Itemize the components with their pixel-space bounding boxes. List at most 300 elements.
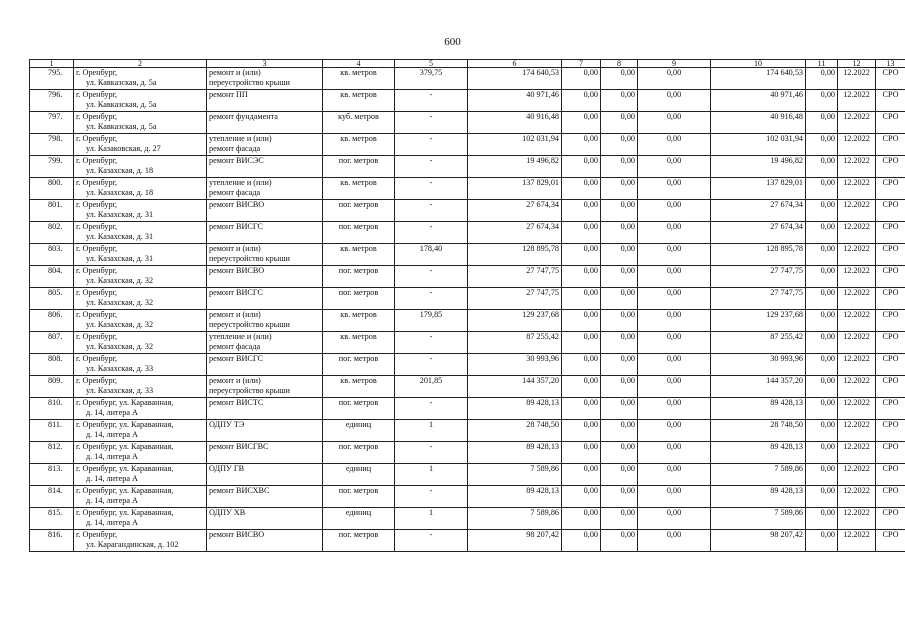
address-line-2: ул. Казахская, д. 32 (86, 276, 154, 285)
address-cell (74, 90, 207, 112)
row-number: 811. (30, 420, 74, 442)
date-cell: 12.2022 (838, 310, 876, 332)
value-cell: 0,00 (806, 530, 838, 552)
value-cell: 0,00 (638, 112, 711, 134)
value-cell: 0,00 (601, 200, 638, 222)
date-cell: 12.2022 (838, 222, 876, 244)
value-cell: 0,00 (601, 222, 638, 244)
work-type-line-2: переустройство крыши (209, 386, 290, 395)
address-line-2: ул. Казахская, д. 33 (86, 386, 154, 395)
value-cell: 0,00 (806, 508, 838, 530)
total-cell: 27 747,75 (711, 288, 806, 310)
value-cell: 0,00 (562, 376, 601, 398)
address-cell (74, 486, 207, 508)
work-type-line-1: ремонт и (или) (209, 376, 261, 385)
quantity-cell: - (395, 332, 468, 354)
address-cell (74, 530, 207, 552)
quantity-cell: - (395, 134, 468, 156)
work-type-cell (207, 530, 323, 552)
cost-cell: 128 895,78 (468, 244, 562, 266)
work-type-line-1: ремонт и (или) (209, 310, 261, 319)
address-line-1: г. Оренбург, (76, 156, 118, 165)
source-cell: СРО (876, 354, 905, 376)
work-type-cell (207, 90, 323, 112)
source-cell: СРО (876, 288, 905, 310)
quantity-cell: 379,75 (395, 68, 468, 90)
value-cell: 0,00 (806, 442, 838, 464)
total-cell: 89 428,13 (711, 486, 806, 508)
total-cell: 19 496,82 (711, 156, 806, 178)
unit-cell: пог. метров (323, 156, 395, 178)
date-cell: 12.2022 (838, 420, 876, 442)
work-type-line-1: ремонт и (или) (209, 244, 261, 253)
unit-cell: пог. метров (323, 354, 395, 376)
address-cell (74, 200, 207, 222)
cost-cell: 137 829,01 (468, 178, 562, 200)
row-number: 815. (30, 508, 74, 530)
value-cell: 0,00 (806, 354, 838, 376)
work-type-cell (207, 486, 323, 508)
address-line-2: ул. Казаковская, д. 27 (86, 144, 161, 153)
work-type-line-2: переустройство крыши (209, 78, 290, 87)
address-line-1: г. Оренбург, (76, 112, 118, 121)
date-cell: 12.2022 (838, 112, 876, 134)
value-cell: 0,00 (638, 420, 711, 442)
column-number: 9 (638, 60, 711, 68)
work-type-cell (207, 68, 323, 90)
work-type-cell (207, 244, 323, 266)
value-cell: 0,00 (806, 178, 838, 200)
source-cell: СРО (876, 332, 905, 354)
unit-cell: кв. метров (323, 178, 395, 200)
row-number: 803. (30, 244, 74, 266)
cost-cell: 89 428,13 (468, 442, 562, 464)
address-cell (74, 68, 207, 90)
work-type-cell (207, 464, 323, 486)
address-line-2: д. 14, литера А (86, 496, 138, 505)
quantity-cell: - (395, 398, 468, 420)
address-line-1: г. Оренбург, (76, 310, 118, 319)
work-type-line-1: ОДПУ ТЭ (209, 420, 245, 429)
row-number: 812. (30, 442, 74, 464)
value-cell: 0,00 (601, 68, 638, 90)
address-line-2: д. 14, литера А (86, 474, 138, 483)
value-cell: 0,00 (562, 332, 601, 354)
date-cell: 12.2022 (838, 508, 876, 530)
cost-cell: 7 589,86 (468, 464, 562, 486)
cost-cell: 19 496,82 (468, 156, 562, 178)
cost-cell: 27 747,75 (468, 288, 562, 310)
total-cell: 174 640,53 (711, 68, 806, 90)
table-row (30, 90, 905, 112)
column-number: 8 (601, 60, 638, 68)
total-cell: 7 589,86 (711, 508, 806, 530)
value-cell: 0,00 (601, 354, 638, 376)
table-row (30, 530, 905, 552)
value-cell: 0,00 (562, 420, 601, 442)
quantity-cell: - (395, 156, 468, 178)
address-line-1: г. Оренбург, ул. Караванная, (76, 464, 174, 473)
quantity-cell: - (395, 354, 468, 376)
address-line-2: д. 14, литера А (86, 518, 138, 527)
quantity-cell: - (395, 486, 468, 508)
work-type-cell (207, 134, 323, 156)
quantity-cell: - (395, 442, 468, 464)
column-number: 3 (207, 60, 323, 68)
address-line-1: г. Оренбург, ул. Караванная, (76, 420, 174, 429)
quantity-cell: - (395, 90, 468, 112)
row-number: 816. (30, 530, 74, 552)
source-cell: СРО (876, 310, 905, 332)
row-number: 808. (30, 354, 74, 376)
column-number: 6 (468, 60, 562, 68)
value-cell: 0,00 (638, 376, 711, 398)
source-cell: СРО (876, 266, 905, 288)
value-cell: 0,00 (562, 442, 601, 464)
total-cell: 28 748,50 (711, 420, 806, 442)
total-cell: 30 993,96 (711, 354, 806, 376)
unit-cell: пог. метров (323, 530, 395, 552)
total-cell: 128 895,78 (711, 244, 806, 266)
total-cell: 27 747,75 (711, 266, 806, 288)
address-cell (74, 398, 207, 420)
source-cell: СРО (876, 442, 905, 464)
quantity-cell: - (395, 530, 468, 552)
table-row (30, 288, 905, 310)
date-cell: 12.2022 (838, 332, 876, 354)
value-cell: 0,00 (562, 354, 601, 376)
value-cell: 0,00 (638, 68, 711, 90)
value-cell: 0,00 (638, 354, 711, 376)
total-cell: 129 237,68 (711, 310, 806, 332)
address-cell (74, 332, 207, 354)
column-number: 13 (876, 60, 905, 68)
value-cell: 0,00 (601, 112, 638, 134)
address-cell (74, 178, 207, 200)
quantity-cell: - (395, 222, 468, 244)
value-cell: 0,00 (601, 442, 638, 464)
address-line-2: ул. Казахская, д. 32 (86, 320, 154, 329)
total-cell: 89 428,13 (711, 398, 806, 420)
address-line-1: г. Оренбург, (76, 266, 118, 275)
address-line-2: ул. Кавказская, д. 5а (86, 122, 157, 131)
quantity-cell: - (395, 266, 468, 288)
date-cell: 12.2022 (838, 464, 876, 486)
total-cell: 40 916,48 (711, 112, 806, 134)
address-line-2: ул. Кавказская, д. 5а (86, 78, 157, 87)
work-type-cell (207, 442, 323, 464)
value-cell: 0,00 (601, 178, 638, 200)
address-line-2: ул. Казахская, д. 18 (86, 188, 154, 197)
value-cell: 0,00 (601, 332, 638, 354)
value-cell: 0,00 (562, 68, 601, 90)
table-row (30, 222, 905, 244)
date-cell: 12.2022 (838, 530, 876, 552)
date-cell: 12.2022 (838, 68, 876, 90)
value-cell: 0,00 (638, 222, 711, 244)
value-cell: 0,00 (562, 464, 601, 486)
address-line-2: ул. Карагандинская, д. 102 (86, 540, 179, 549)
address-line-1: г. Оренбург, (76, 244, 118, 253)
table-row (30, 200, 905, 222)
value-cell: 0,00 (806, 90, 838, 112)
column-number: 7 (562, 60, 601, 68)
date-cell: 12.2022 (838, 134, 876, 156)
address-line-1: г. Оренбург, (76, 530, 118, 539)
value-cell: 0,00 (806, 266, 838, 288)
unit-cell: единиц (323, 464, 395, 486)
work-type-cell (207, 508, 323, 530)
work-type-line-1: ремонт ВИСГС (209, 288, 263, 297)
column-number: 5 (395, 60, 468, 68)
page-number: 600 (444, 36, 461, 48)
quantity-cell: - (395, 178, 468, 200)
address-cell (74, 508, 207, 530)
total-cell: 27 674,34 (711, 200, 806, 222)
date-cell: 12.2022 (838, 486, 876, 508)
row-number: 802. (30, 222, 74, 244)
row-number: 809. (30, 376, 74, 398)
column-number-row (30, 60, 905, 68)
work-type-cell (207, 332, 323, 354)
work-type-cell (207, 420, 323, 442)
work-type-line-1: ремонт фундамента (209, 112, 278, 121)
work-type-cell (207, 288, 323, 310)
table-row (30, 156, 905, 178)
value-cell: 0,00 (638, 464, 711, 486)
work-type-line-1: ремонт ВИСЭС (209, 156, 264, 165)
cost-cell: 144 357,20 (468, 376, 562, 398)
value-cell: 0,00 (806, 288, 838, 310)
unit-cell: пог. метров (323, 222, 395, 244)
address-line-1: г. Оренбург, (76, 90, 118, 99)
value-cell: 0,00 (562, 222, 601, 244)
address-line-1: г. Оренбург, ул. Караванная, (76, 398, 174, 407)
work-type-line-1: утепление и (или) (209, 178, 272, 187)
address-cell (74, 244, 207, 266)
quantity-cell: 1 (395, 508, 468, 530)
value-cell: 0,00 (562, 90, 601, 112)
column-number: 10 (711, 60, 806, 68)
value-cell: 0,00 (601, 134, 638, 156)
address-line-2: д. 14, литера А (86, 452, 138, 461)
value-cell: 0,00 (638, 332, 711, 354)
cost-cell: 98 207,42 (468, 530, 562, 552)
cost-cell: 30 993,96 (468, 354, 562, 376)
work-type-line-1: ремонт ВИСГВС (209, 442, 269, 451)
address-line-1: г. Оренбург, (76, 200, 118, 209)
total-cell: 102 031,94 (711, 134, 806, 156)
work-type-line-2: переустройство крыши (209, 254, 290, 263)
source-cell: СРО (876, 398, 905, 420)
unit-cell: пог. метров (323, 288, 395, 310)
quantity-cell: 179,85 (395, 310, 468, 332)
address-line-2: ул. Казахская, д. 33 (86, 364, 154, 373)
total-cell: 7 589,86 (711, 464, 806, 486)
cost-cell: 174 640,53 (468, 68, 562, 90)
unit-cell: пог. метров (323, 398, 395, 420)
work-type-line-2: переустройство крыши (209, 320, 290, 329)
value-cell: 0,00 (601, 530, 638, 552)
cost-cell: 89 428,13 (468, 398, 562, 420)
address-line-1: г. Оренбург, (76, 332, 118, 341)
work-type-cell (207, 310, 323, 332)
value-cell: 0,00 (601, 310, 638, 332)
row-number: 796. (30, 90, 74, 112)
value-cell: 0,00 (638, 442, 711, 464)
cost-cell: 102 031,94 (468, 134, 562, 156)
unit-cell: пог. метров (323, 442, 395, 464)
unit-cell: кв. метров (323, 90, 395, 112)
row-number: 798. (30, 134, 74, 156)
value-cell: 0,00 (601, 376, 638, 398)
address-line-1: г. Оренбург, (76, 288, 118, 297)
value-cell: 0,00 (601, 486, 638, 508)
address-cell (74, 156, 207, 178)
address-cell (74, 420, 207, 442)
value-cell: 0,00 (806, 398, 838, 420)
value-cell: 0,00 (562, 244, 601, 266)
table-row (30, 332, 905, 354)
work-type-cell (207, 112, 323, 134)
total-cell: 137 829,01 (711, 178, 806, 200)
cost-cell: 7 589,86 (468, 508, 562, 530)
table-row (30, 68, 905, 90)
value-cell: 0,00 (601, 288, 638, 310)
total-cell: 87 255,42 (711, 332, 806, 354)
quantity-cell: 178,40 (395, 244, 468, 266)
source-cell: СРО (876, 222, 905, 244)
value-cell: 0,00 (601, 156, 638, 178)
address-cell (74, 310, 207, 332)
table-row (30, 464, 905, 486)
quantity-cell: 201,85 (395, 376, 468, 398)
table-row (30, 442, 905, 464)
quantity-cell: - (395, 112, 468, 134)
work-type-line-1: ремонт ВИСВО (209, 530, 265, 539)
total-cell: 98 207,42 (711, 530, 806, 552)
address-cell (74, 266, 207, 288)
value-cell: 0,00 (638, 530, 711, 552)
work-type-line-1: ремонт ПП (209, 90, 248, 99)
work-type-cell (207, 156, 323, 178)
work-type-line-1: ремонт и (или) (209, 68, 261, 77)
value-cell: 0,00 (601, 420, 638, 442)
source-cell: СРО (876, 244, 905, 266)
unit-cell: куб. метров (323, 112, 395, 134)
value-cell: 0,00 (562, 486, 601, 508)
address-line-1: г. Оренбург, (76, 68, 118, 77)
date-cell: 12.2022 (838, 244, 876, 266)
address-line-2: ул. Казахская, д. 31 (86, 254, 154, 263)
cost-cell: 28 748,50 (468, 420, 562, 442)
address-cell (74, 112, 207, 134)
date-cell: 12.2022 (838, 288, 876, 310)
work-type-cell (207, 376, 323, 398)
unit-cell: единиц (323, 420, 395, 442)
source-cell: СРО (876, 134, 905, 156)
address-cell (74, 134, 207, 156)
value-cell: 0,00 (806, 112, 838, 134)
total-cell: 40 971,46 (711, 90, 806, 112)
work-type-line-2: ремонт фасада (209, 342, 261, 351)
value-cell: 0,00 (638, 200, 711, 222)
date-cell: 12.2022 (838, 200, 876, 222)
work-type-line-1: утепление и (или) (209, 332, 272, 341)
value-cell: 0,00 (562, 266, 601, 288)
source-cell: СРО (876, 486, 905, 508)
total-cell: 27 674,34 (711, 222, 806, 244)
address-cell (74, 354, 207, 376)
unit-cell: кв. метров (323, 376, 395, 398)
address-line-1: г. Оренбург, (76, 376, 118, 385)
value-cell: 0,00 (806, 244, 838, 266)
row-number: 805. (30, 288, 74, 310)
unit-cell: кв. метров (323, 244, 395, 266)
table-row (30, 134, 905, 156)
value-cell: 0,00 (562, 178, 601, 200)
value-cell: 0,00 (601, 244, 638, 266)
value-cell: 0,00 (806, 156, 838, 178)
value-cell: 0,00 (601, 398, 638, 420)
unit-cell: единиц (323, 508, 395, 530)
row-number: 806. (30, 310, 74, 332)
column-number: 4 (323, 60, 395, 68)
column-number: 11 (806, 60, 838, 68)
value-cell: 0,00 (638, 90, 711, 112)
column-number: 2 (74, 60, 207, 68)
value-cell: 0,00 (638, 156, 711, 178)
cost-cell: 89 428,13 (468, 486, 562, 508)
address-line-2: ул. Казахская, д. 31 (86, 232, 154, 241)
row-number: 800. (30, 178, 74, 200)
column-number: 12 (838, 60, 876, 68)
work-type-line-1: утепление и (или) (209, 134, 272, 143)
work-type-line-1: ремонт ВИСВО (209, 200, 265, 209)
value-cell: 0,00 (806, 376, 838, 398)
row-number: 814. (30, 486, 74, 508)
table-row (30, 266, 905, 288)
quantity-cell: 1 (395, 420, 468, 442)
address-cell (74, 376, 207, 398)
date-cell: 12.2022 (838, 90, 876, 112)
value-cell: 0,00 (806, 310, 838, 332)
register-table (29, 59, 905, 552)
address-line-2: ул. Казахская, д. 18 (86, 166, 154, 175)
source-cell: СРО (876, 156, 905, 178)
value-cell: 0,00 (562, 156, 601, 178)
value-cell: 0,00 (562, 134, 601, 156)
row-number: 797. (30, 112, 74, 134)
work-type-line-1: ремонт ВИСГС (209, 222, 263, 231)
value-cell: 0,00 (638, 266, 711, 288)
value-cell: 0,00 (638, 288, 711, 310)
value-cell: 0,00 (806, 68, 838, 90)
table-row (30, 508, 905, 530)
address-line-2: ул. Казахская, д. 31 (86, 210, 154, 219)
address-line-1: г. Оренбург, (76, 134, 118, 143)
work-type-line-1: ОДПУ ГВ (209, 464, 245, 473)
value-cell: 0,00 (562, 508, 601, 530)
row-number: 810. (30, 398, 74, 420)
date-cell: 12.2022 (838, 376, 876, 398)
address-line-2: ул. Кавказская, д. 5а (86, 100, 157, 109)
work-type-line-1: ремонт ВИСТС (209, 398, 264, 407)
table-row (30, 178, 905, 200)
source-cell: СРО (876, 376, 905, 398)
value-cell: 0,00 (562, 200, 601, 222)
date-cell: 12.2022 (838, 398, 876, 420)
